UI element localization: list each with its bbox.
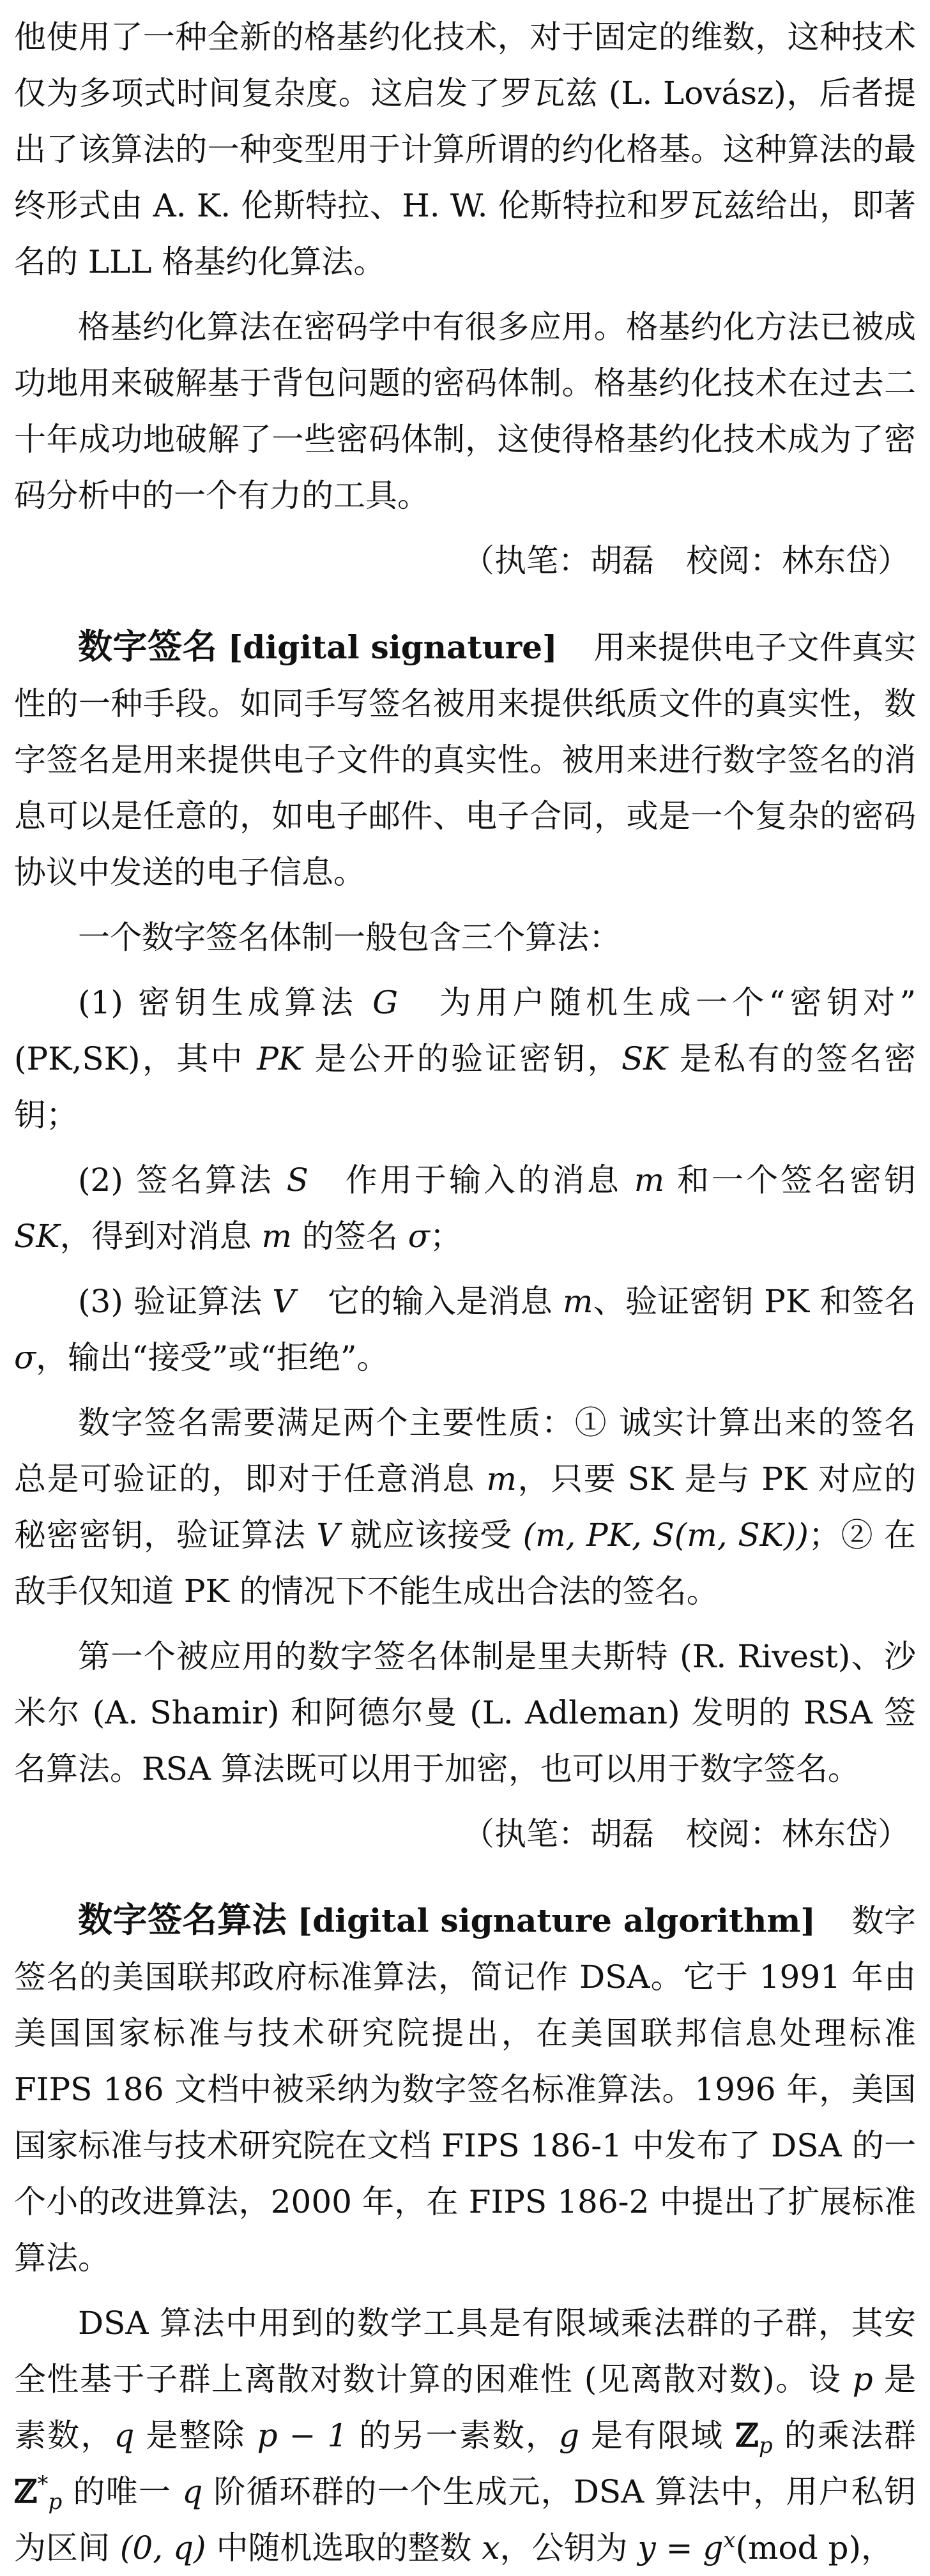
entry-term: 数字签名算法 (78, 1899, 287, 1940)
three-algorithms-lead: 一个数字签名体制一般包含三个算法： (78, 919, 621, 956)
signature-properties: 数字签名需要满足两个主要性质：① 诚实计算出来的签名总是可验证的，即对于任意消息 m，只要 SK 是与 PK 对应的秘密密钥，验证算法 V 就应该接受 (m, PK, S(m, SK))；② 在敌手仅知道 PK 的情况下不能生成出合法的签名。 (14, 1404, 917, 1610)
entry-term-english: [digital signature] (227, 628, 558, 666)
lll-paragraph-1: 他使用了一种全新的格基约化技术，对于固定的维数，这种技术仅为多项式时间复杂度。这启发了罗瓦兹 (L. Lovász)，后者提出了该算法的一种变型用于计算所谓的约化格基。这种算法的最终形式由 A. K. 伦斯特拉、H. W. 伦斯特拉和罗瓦兹给出，即著名的 LLL 格基约化算法。 (14, 19, 916, 280)
algorithm-item-1: (1) 密钥生成算法 G 为用户随机生成一个“密钥对” (PK,SK)，其中 PK 是公开的验证密钥，SK 是私有的签名密钥； (14, 984, 917, 1133)
lll-paragraph-2: 格基约化算法在密码学中有很多应用。格基约化方法已被成功地用来破解基于背包问题的密码体制。格基约化技术在过去二十年成功地破解了一些密码体制，这使得格基约化技术成为了密码分析中的一个有力的工具。 (14, 308, 916, 514)
lll-attribution: （执笔：胡磊 校阅：林东岱） (462, 542, 910, 579)
rsa-history: 第一个被应用的数字签名体制是里夫斯特 (R. Rivest)、沙米尔 (A. Shamir) 和阿德尔曼 (L. Adleman) 发明的 RSA 签名算法。RSA 算法既可以用于加密，也可以用于数字签名。 (14, 1638, 916, 1787)
algorithm-item-2: (2) 签名算法 S 作用于输入的消息 m 和一个签名密钥 SK，得到对消息 m 的签名 σ； (14, 1162, 916, 1255)
dsa-math: DSA 算法中用到的数学工具是有限域乘法群的子群，其安全性基于子群上离散对数计算的困难性 (见离散对数)。设 p 是素数，q 是整除 p − 1 的另一素数，g 是有限域 ℤ$_p$ 的乘法群 ℤ*$_p$ 的唯一 q 阶循环群的一个生成元，DSA 算法中，用户私钥为区间 (0, q) 中随机选取的整数 x，公钥为 $y = g^x(mod$ p)， (14, 2305, 916, 2566)
entry-term-english: [digital signature algorithm] (297, 1902, 816, 1939)
dsa-entry: 数字签名算法 [digital signature algorithm] 数字签名的美国联邦政府标准算法，简记作 DSA。它于 1991 年由美国国家标准与技术研究院提出，在美国联邦信息处理标准 FIPS 186 文档中被采纳为数字签名标准算法。1996 年，美国国家标准与技术研究院在文档 FIPS 186-1 中发布了 DSA 的一个小的改进算法，2000 年，在 FIPS 186-2 中提出了扩展标准算法。 (14, 1899, 917, 2277)
digital-signature-entry: 数字签名 [digital signature] 用来提供电子文件真实性的一种手段。如同手写签名被用来提供纸质文件的真实性，数字签名是用来提供电子文件的真实性。被用来进行数字签名的消息可以是任意的，如电子邮件、电子合同，或是一个复杂的密码协议中发送的电子信息。 (14, 626, 917, 891)
signature-attribution: （执笔：胡磊 校阅：林东岱） (462, 1815, 910, 1852)
algorithm-item-3: (3) 验证算法 V 它的输入是消息 m、验证密钥 PK 和签名 σ，输出“接受”或“拒绝”。 (14, 1283, 916, 1376)
entry-term: 数字签名 (78, 626, 218, 667)
